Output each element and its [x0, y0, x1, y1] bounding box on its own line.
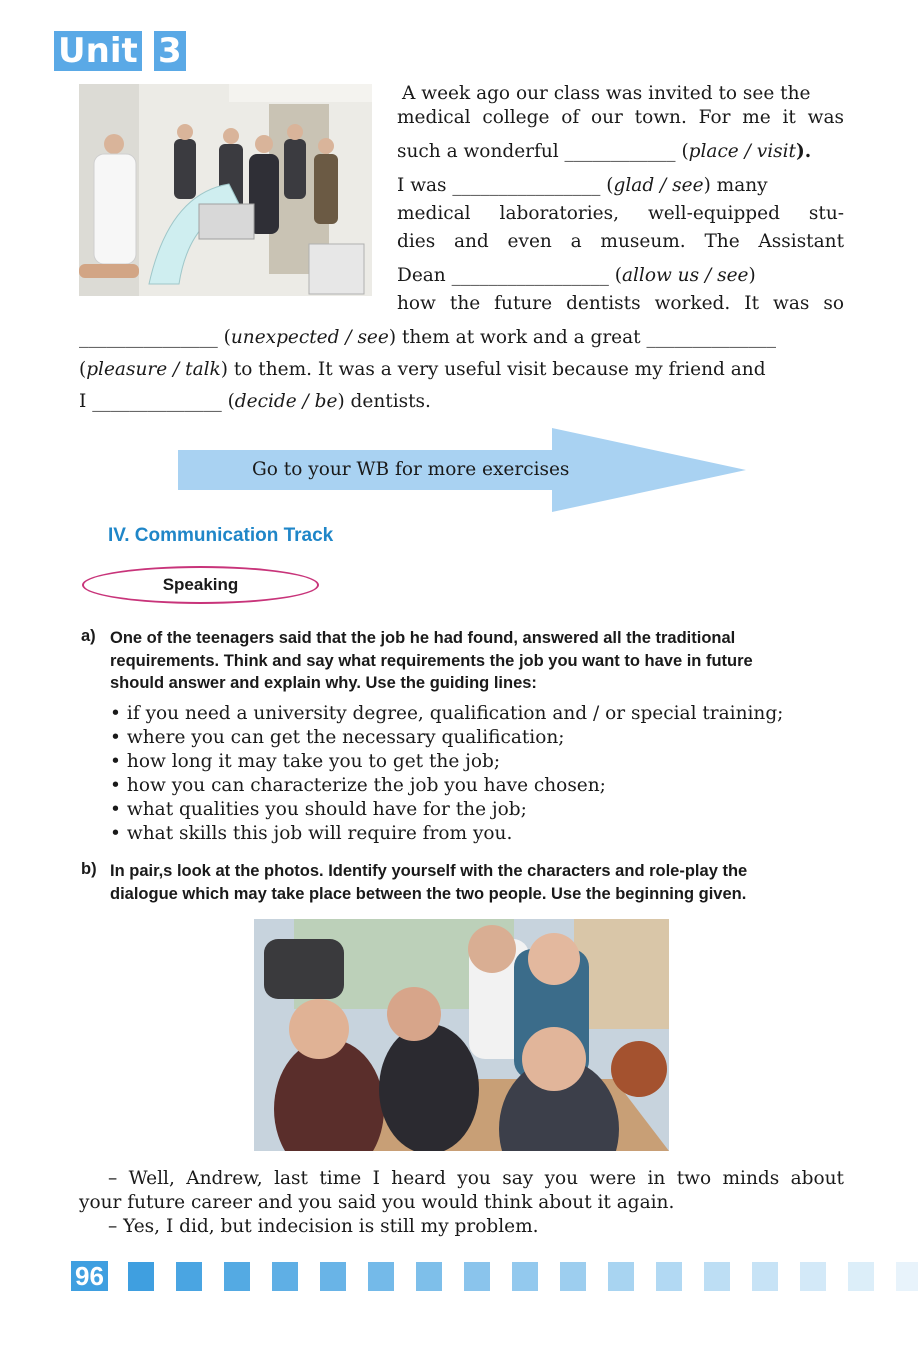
exercise-line-5: medical laboratories, well-equipped stu- [397, 203, 844, 224]
footer-square [704, 1262, 730, 1291]
unit-number: 3 [154, 31, 186, 71]
workbook-link[interactable]: Go to your WB for more exercises [252, 459, 570, 480]
guiding-lines-list [110, 702, 783, 846]
footer-square [224, 1262, 250, 1291]
exercise-line-3: such a wonderful ____________ (place / visit). [397, 141, 812, 162]
exercise-line-11: I ______________ (decide / be) dentists. [79, 391, 431, 412]
list-item: • how you can characterize the job you have chosen; [110, 774, 783, 798]
verb-hint: pleasure / talk [86, 359, 221, 380]
footer-square [272, 1262, 298, 1291]
footer-square [752, 1262, 778, 1291]
classroom-illustration [254, 919, 669, 1151]
task-b-instructions: In pair,s look at the photos. Identify yourself with the characters and role-play the dialogue which may take place between the two people. Use the beginning given. [110, 862, 748, 903]
list-item: • what qualities you should have for the job; [110, 798, 783, 822]
verb-hint: place / visit [688, 141, 796, 162]
dialogue [79, 1167, 844, 1239]
footer-square [560, 1262, 586, 1291]
footer-square [896, 1262, 918, 1291]
footer-square [320, 1262, 346, 1291]
dialogue-line: – Yes, I did, but indecision is still my problem. [108, 1216, 539, 1237]
section-title: IV. Communication Track [108, 525, 334, 546]
task-b-marker: b) [81, 860, 97, 878]
verb-hint: unexpected / see [230, 327, 389, 348]
footer-square [656, 1262, 682, 1291]
medical-lab-illustration [79, 84, 372, 296]
task-a-instructions: One of the teenagers said that the job he had found, answered all the traditional requirements. Think and say what requirements the job you want to have in future should answer and explain why. Use the guiding lines: [110, 629, 753, 692]
footer-square [464, 1262, 490, 1291]
list-item: • where you can get the necessary qualification; [110, 726, 783, 750]
exercise-line-9: _______________ (unexpected / see) them at work and a great ______________ [79, 327, 776, 348]
footer-square [128, 1262, 154, 1291]
exercise-line-1: A week ago our class was invited to see the [402, 83, 811, 104]
exercise-line-8: how the future dentists worked. It was so [397, 293, 844, 314]
page-number: 96 [71, 1261, 108, 1291]
list-item: • what skills this job will require from you. [110, 822, 783, 846]
footer-square [368, 1262, 394, 1291]
list-item: • how long it may take you to get the job; [110, 750, 783, 774]
classroom-photo [254, 919, 669, 1151]
medical-lab-photo [79, 84, 372, 296]
footer-square [176, 1262, 202, 1291]
exercise-line-7: Dean _________________ (allow us / see) [397, 265, 756, 286]
footer-square [800, 1262, 826, 1291]
footer-square [416, 1262, 442, 1291]
footer-square [608, 1262, 634, 1291]
verb-hint: glad / see [613, 175, 704, 196]
exercise-line-4: I was ________________ (glad / see) many [397, 175, 768, 196]
list-item: • if you need a university degree, qualification and / or special training; [110, 702, 783, 726]
exercise-line-2: medical college of our town. For me it was [397, 107, 844, 128]
verb-hint: decide / be [234, 391, 338, 412]
footer-square [848, 1262, 874, 1291]
dialogue-line: – Well, Andrew, last time I heard you say you were in two minds about [108, 1168, 844, 1189]
unit-label: Unit [54, 31, 142, 71]
dialogue-line: your future career and you said you would think about it again. [79, 1192, 675, 1213]
verb-hint: allow us / see [621, 265, 749, 286]
exercise-line-6: dies and even a museum. The Assistant [397, 231, 844, 252]
task-a-marker: a) [81, 627, 96, 645]
exercise-line-10: (pleasure / talk) to them. It was a very useful visit because my friend and [79, 359, 766, 380]
speaking-label: Speaking [82, 566, 319, 604]
footer-square [512, 1262, 538, 1291]
